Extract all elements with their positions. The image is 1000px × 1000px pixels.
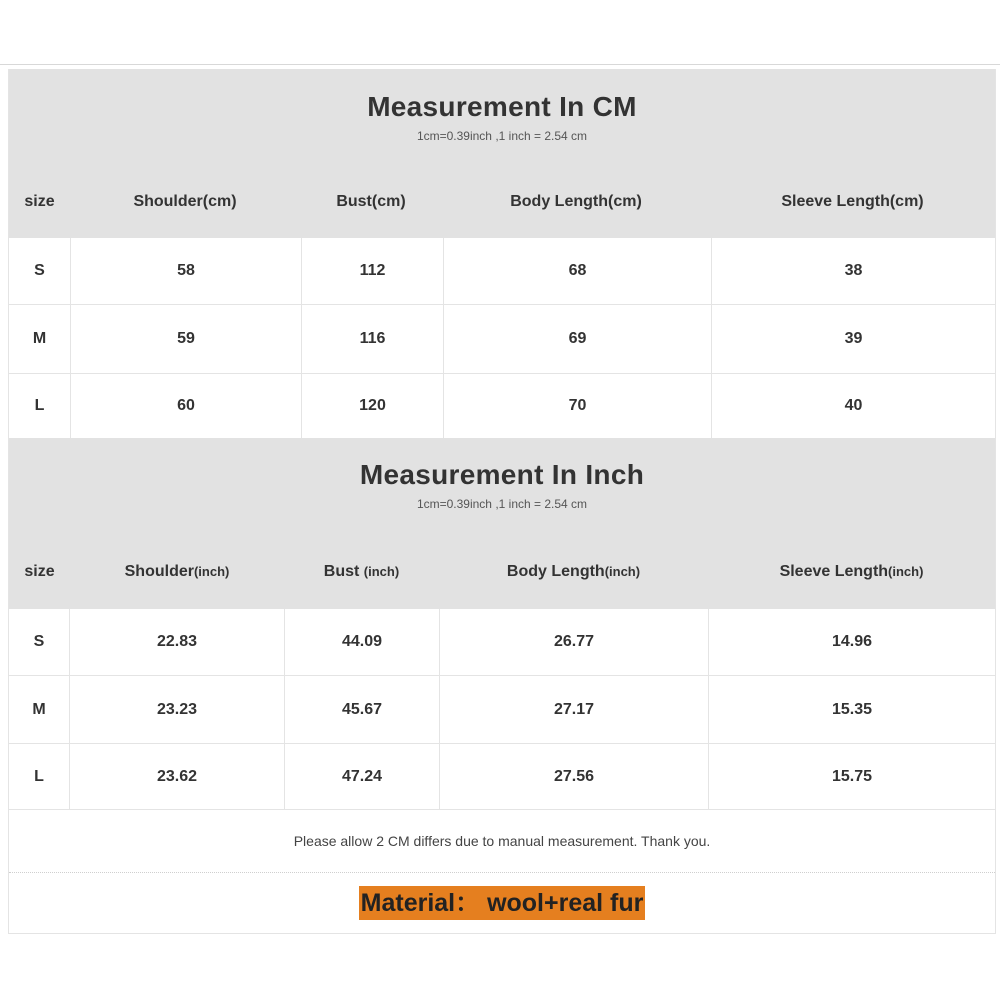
cell-body-length: 26.77: [440, 609, 709, 675]
cell-shoulder: 23.62: [70, 744, 285, 809]
col-header-bust: Bust (inch): [323, 563, 400, 580]
cell-shoulder: 59: [71, 305, 302, 373]
table-row: [9, 609, 995, 676]
top-divider: [0, 64, 1000, 65]
table-row: [9, 374, 995, 438]
measurement-disclaimer: Please allow 2 CM differs due to manual measurement. Thank you.: [9, 810, 995, 873]
cell-sleeve-length: 15.35: [831, 700, 873, 718]
table-row: [9, 238, 995, 305]
cell-shoulder: 23.23: [70, 676, 285, 743]
cell-size: L: [9, 744, 70, 809]
cell-sleeve-length: 14.96: [831, 633, 873, 650]
cell-bust: 45.67: [285, 676, 440, 743]
cell-size: L: [9, 374, 71, 438]
inch-column-headers: [9, 563, 995, 581]
cell-bust: 47.24: [285, 744, 440, 809]
cell-body-length: 27.56: [440, 744, 709, 809]
cm-title: Measurement In CM: [367, 91, 637, 122]
cell-size: S: [9, 609, 70, 675]
cell-bust: 116: [302, 305, 444, 373]
col-header-shoulder: Shoulder(inch): [124, 563, 230, 580]
inch-title: Measurement In Inch: [359, 459, 645, 490]
cell-size: M: [9, 305, 71, 373]
cm-table-body: [9, 238, 995, 438]
col-header-body-length: Body Length(inch): [506, 563, 641, 580]
cell-sleeve-length: 39: [844, 330, 863, 347]
material-row: [9, 873, 995, 934]
cm-header-band: [9, 69, 995, 238]
cell-shoulder: 22.83: [70, 609, 285, 675]
cell-bust: 44.09: [285, 609, 440, 675]
cell-shoulder: 60: [71, 374, 302, 438]
cell-body-length: 27.17: [440, 676, 709, 743]
table-row: [9, 305, 995, 374]
cell-sleeve-length: 38: [844, 262, 863, 279]
col-header-shoulder: Shoulder(cm): [133, 193, 237, 210]
cell-shoulder: 58: [71, 238, 302, 304]
cell-sleeve-length: 15.75: [831, 767, 873, 785]
cell-size: M: [9, 676, 70, 743]
cell-bust: 120: [302, 374, 444, 438]
col-header-size: size: [24, 563, 55, 580]
inch-table-body: [9, 609, 995, 810]
col-header-sleeve-length: Sleeve Length(cm): [781, 193, 924, 210]
cell-size: S: [9, 238, 71, 304]
inch-conversion-note: 1cm=0.39inch ,1 inch = 2.54 cm: [416, 497, 588, 511]
cell-body-length: 69: [444, 305, 712, 373]
col-header-sleeve-length: Sleeve Length(inch): [779, 563, 924, 580]
table-row: [9, 676, 995, 744]
cm-column-headers: [9, 193, 995, 211]
material-label: Material： wool+real fur: [359, 886, 646, 920]
cell-sleeve-length: 40: [844, 397, 863, 414]
cell-body-length: 70: [444, 374, 712, 438]
table-row: [9, 744, 995, 810]
cell-body-length: 68: [444, 238, 712, 304]
col-header-bust: Bust(cm): [336, 193, 406, 210]
cell-bust: 112: [302, 238, 444, 304]
cm-conversion-note: 1cm=0.39inch ,1 inch = 2.54 cm: [416, 129, 588, 143]
col-header-size: size: [24, 193, 55, 210]
col-header-body-length: Body Length(cm): [510, 193, 642, 210]
size-chart: [8, 69, 996, 934]
inch-header-band: [9, 438, 995, 609]
